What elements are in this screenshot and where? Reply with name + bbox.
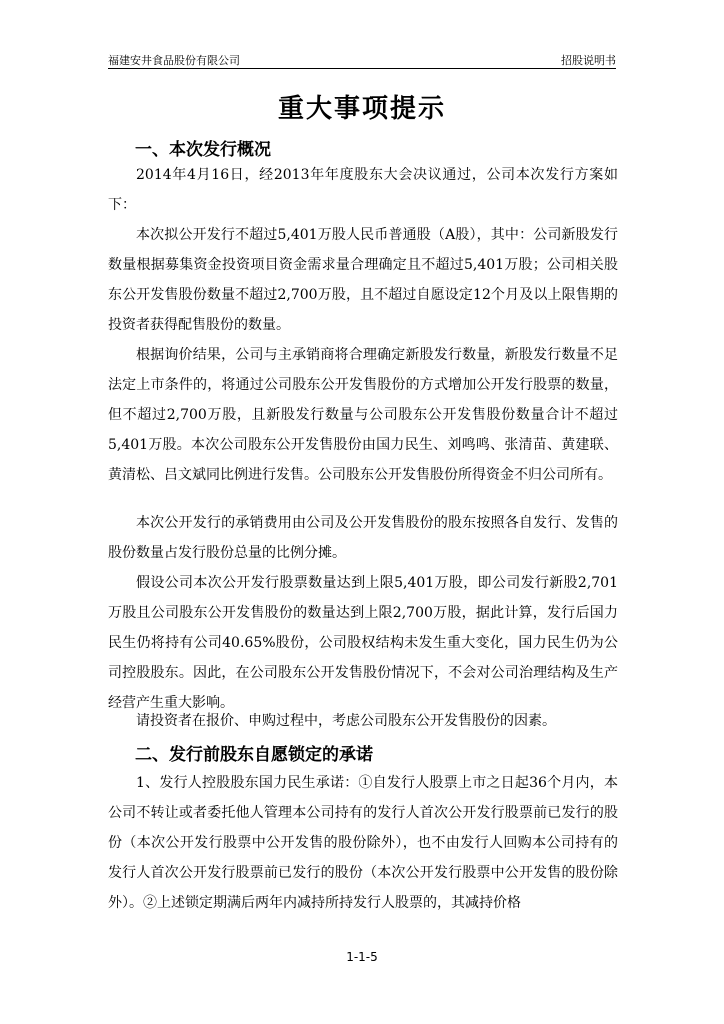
page-number: 1-1-5 [346, 950, 378, 964]
paragraph-1-1: 2014年4月16日，经2013年年度股东大会决议通过，公司本次发行方案如下： [108, 167, 618, 213]
paragraph-1-3: 根据询价结果，公司与主承销商将合理确定新股发行数量，新股发行数量不足法定上市条件的，将通过公司股东公开发售股份的方式增加公开发行股票的数量，但不超过2,700万股，且新股发行数量与公司股东公开发售股份数量合计不超过5,401万股。本次公司股东公开发售股份由国力民生、刘鸣鸣、张清苗、黄建联、黄清松、吕文斌同比例进行发售。公司股东公开发售股份所得资金不归公司所有。 [108, 347, 618, 483]
section-heading-1: 一、本次发行概况 [135, 140, 271, 160]
page-title: 重大事项提示 [277, 94, 446, 124]
header-document-type: 招股说明书 [561, 54, 616, 67]
header-divider [108, 68, 616, 69]
paragraph-1-5: 假设公司本次公开发行股票数量达到上限5,401万股，即公司发行新股2,701万股且公司股东公开发售股份的数量达到上限2,700万股，据此计算，发行后国力民生仍将持有公司40.65%股份，公司股权结构未发生重大变化，国力民生仍为公司控股股东。因此，在公司股东公开发售股份情况下，不会对公司治理结构及生产经营产生重大影响。 [108, 575, 618, 711]
paragraph-2-1: 1、发行人控股股东国力民生承诺：①自发行人股票上市之日起36个月内，本公司不转让或者委托他人管理本公司持有的发行人首次公开发行股票前已发行的股份（本次公开发行股票中公开发售的股份除外），也不由发行人回购本公司持有的发行人首次公开发行股票前已发行的股份（本次公开发行股票中公开发售的股份除外）。②上述锁定期满后两年内减持所持发行人股票的，其减持价格 [108, 775, 618, 911]
header-company-name: 福建安井食品股份有限公司 [108, 54, 240, 67]
section-heading-2: 二、发行前股东自愿锁定的承诺 [135, 745, 373, 765]
page-header [108, 52, 616, 68]
paragraph-1-6: 请投资者在报价、申购过程中，考虑公司股东公开发售股份的因素。 [136, 713, 556, 729]
paragraph-1-2: 本次拟公开发行不超过5,401万股人民币普通股（A股），其中：公司新股发行数量根据募集资金投资项目资金需求量合理确定且不超过5,401万股；公司相关股东公开发售股份数量不超过2,700万股，且不超过自愿设定12个月及以上限售期的投资者获得配售股份的数量。 [108, 227, 618, 333]
paragraph-1-4: 本次公开发行的承销费用由公司及公开发售股份的股东按照各自发行、发售的股份数量占发行股份总量的比例分摊。 [108, 515, 618, 561]
